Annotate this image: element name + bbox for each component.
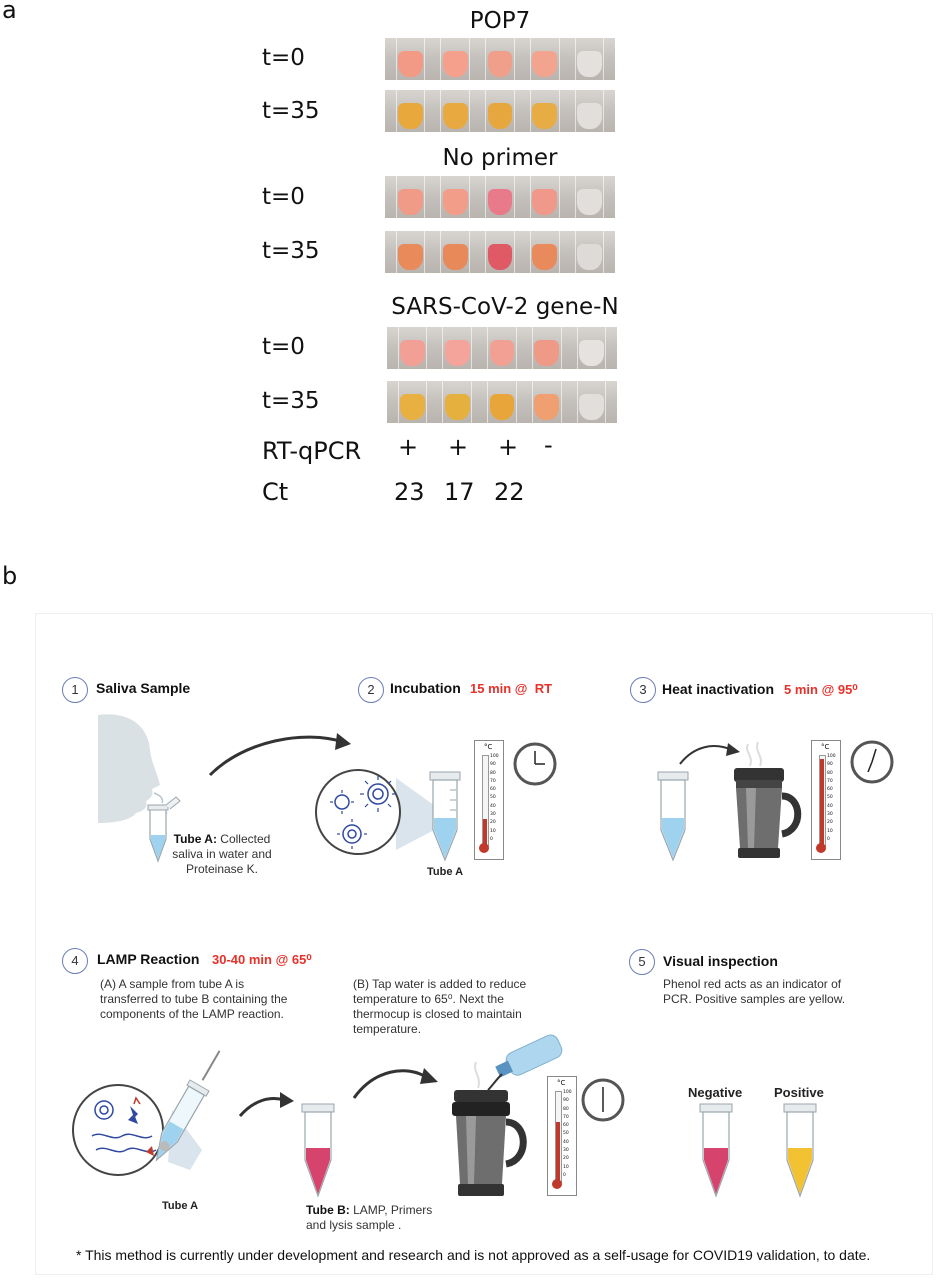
step-title-lamp-reaction: LAMP Reaction [97, 951, 200, 967]
step-title-heat-inactivation: Heat inactivation [662, 681, 775, 697]
thermometer-tick-label: 80 [490, 770, 496, 776]
thermometer-bulb [552, 1179, 562, 1189]
thermometer-heat [811, 740, 841, 860]
negative-tube-icon [698, 1100, 738, 1200]
thermometer-unit: °C [484, 743, 493, 751]
thermometer-incubation [474, 740, 504, 860]
rtqpcr-value: - [544, 431, 553, 459]
clock-icon [581, 1078, 625, 1122]
step-number-3: 3 [630, 677, 656, 703]
step-title-visual-inspection: Visual inspection [663, 953, 778, 969]
thermometer-tick-label: 70 [490, 778, 496, 784]
thermometer-tick-label: 0 [827, 836, 830, 842]
step-condition-incubation: 15 min @ RT [470, 681, 553, 696]
sample-tube [391, 231, 430, 273]
sample-tube [481, 38, 520, 80]
thermometer-scale [563, 1089, 575, 1181]
group-title-no-primer: No primer [442, 145, 558, 171]
sample-tube [527, 381, 566, 423]
step-number-4: 4 [62, 948, 88, 974]
tube-a-icon-incubation [428, 768, 468, 864]
sample-tube [391, 38, 430, 80]
thermometer-tick-label: 100 [490, 754, 499, 759]
sample-tube [572, 381, 611, 423]
ct-value: 17 [444, 478, 475, 506]
thermometer-tick-label: 50 [827, 795, 833, 801]
tube-strip-sars-t35 [387, 381, 617, 423]
sample-tube [525, 38, 564, 80]
tube-strip-noprimer-t0 [385, 176, 615, 218]
sample-tube [483, 381, 522, 423]
sample-tube [570, 38, 609, 80]
row-label-t0: t=0 [262, 45, 305, 71]
sample-tube [391, 176, 430, 218]
row-label-t35: t=35 [262, 98, 320, 124]
thermometer-tick-label: 50 [490, 795, 496, 801]
thermometer-tick-label: 90 [827, 762, 833, 768]
tube-strip-noprimer-t35 [385, 231, 615, 273]
thermometer-tick-label: 90 [563, 1098, 569, 1104]
row-label-t0: t=0 [262, 334, 305, 360]
negative-label: Negative [688, 1085, 743, 1100]
panel-a-label: a [2, 0, 17, 24]
thermometer-lamp [547, 1076, 577, 1196]
thermometer-tick-label: 80 [563, 1106, 569, 1112]
row-label-t0: t=0 [262, 184, 305, 210]
step-title-incubation: Incubation [390, 680, 461, 696]
thermometer-tick-label: 0 [490, 836, 493, 842]
step4-text-b: (B) Tap water is added to reduce temperature to 65⁰. Next the thermocup is closed to maintain temperature. [353, 977, 527, 1036]
step-number-2: 2 [358, 677, 384, 703]
thermometer-tick-label: 10 [563, 1164, 569, 1170]
rtqpcr-value: + [498, 433, 519, 461]
step-condition-heat: 5 min @ 95⁰ [784, 682, 858, 697]
thermometer-tick-label: 30 [563, 1148, 569, 1154]
thermocup-icon [726, 742, 806, 862]
tube-b-description: Tube B: LAMP, Primers and lysis sample . [306, 1203, 433, 1232]
arrow-tube-b-to-thermocup [350, 1064, 440, 1104]
thermometer-bulb [479, 843, 489, 853]
step5-description: Phenol red acts as an indicator of PCR. Positive samples are yellow. [663, 977, 846, 1006]
sample-tube [391, 90, 430, 132]
thermometer-tick-label: 10 [490, 828, 496, 834]
arrow-tube-a-to-tube-b [236, 1090, 296, 1120]
thermometer-tick-label: 100 [563, 1090, 572, 1095]
tube-strip-sars-t0 [387, 327, 617, 369]
thermometer-tick-label: 70 [827, 778, 833, 784]
step-condition-lamp: 30-40 min @ 65⁰ [212, 952, 312, 967]
sample-tube [438, 381, 477, 423]
step-title-saliva-sample: Saliva Sample [96, 680, 191, 696]
thermometer-tick-label: 90 [490, 762, 496, 768]
sample-tube [483, 327, 522, 369]
sample-tube [525, 176, 564, 218]
thermometer-unit: °C [821, 743, 830, 751]
lamp-magnifier-illustration [72, 1070, 262, 1210]
thermometer-tick-label: 20 [490, 820, 496, 826]
thermometer-tick-label: 60 [490, 787, 496, 793]
thermometer-tick-label: 30 [490, 812, 496, 818]
sample-tube [570, 231, 609, 273]
step-number-5: 5 [629, 949, 655, 975]
thermometer-tick-label: 60 [827, 787, 833, 793]
thermocup-closed-icon [446, 1060, 536, 1200]
sample-tube [438, 327, 477, 369]
sample-tube [436, 90, 475, 132]
clock-icon [513, 742, 557, 786]
tube-a-label: Tube A [427, 866, 464, 878]
sample-tube [525, 231, 564, 273]
sample-tube [436, 176, 475, 218]
tube-b-icon [300, 1100, 340, 1200]
rtqpcr-label: RT-qPCR [262, 437, 362, 465]
clock-icon [850, 740, 894, 784]
sample-tube [393, 327, 432, 369]
tube-strip-pop7-t0 [385, 38, 615, 80]
thermometer-mercury [556, 1122, 560, 1182]
thermometer-mercury [820, 759, 824, 847]
thermometer-tick-label: 100 [827, 754, 836, 759]
thermometer-tick-label: 60 [563, 1123, 569, 1129]
tube-heat-icon [656, 768, 696, 864]
ct-label: Ct [262, 478, 289, 506]
thermometer-tick-label: 10 [827, 828, 833, 834]
rtqpcr-value: + [448, 433, 469, 461]
thermometer-scale [827, 753, 839, 845]
sample-tube [481, 176, 520, 218]
thermometer-tick-label: 40 [490, 803, 496, 809]
sample-tube [481, 231, 520, 273]
tube-strip-pop7-t35 [385, 90, 615, 132]
sample-tube [572, 327, 611, 369]
sample-tube [570, 176, 609, 218]
group-title-pop7: POP7 [469, 8, 531, 34]
step4-text-a: (A) A sample from tube A is transferred to tube B containing the components of the LAMP reaction. [100, 977, 288, 1021]
positive-label: Positive [774, 1085, 824, 1100]
tube-a-label-lamp: Tube A [162, 1200, 199, 1212]
thermometer-tick-label: 70 [563, 1114, 569, 1120]
thermometer-scale [490, 753, 502, 845]
tube-a-description: Tube A: Collected saliva in water and Proteinase K. [172, 832, 272, 876]
sample-tube [393, 381, 432, 423]
row-label-t35: t=35 [262, 238, 320, 264]
thermometer-bulb [816, 843, 826, 853]
thermometer-unit: °C [557, 1079, 566, 1087]
thermometer-tick-label: 40 [563, 1139, 569, 1145]
panel-b-label: b [2, 562, 18, 590]
thermometer-tick-label: 20 [827, 820, 833, 826]
footnote: * This method is currently under development and research and is not approved as a self-usage for COVID19 validation, to date. [76, 1247, 871, 1263]
thermometer-tick-label: 80 [827, 770, 833, 776]
sample-tube [527, 327, 566, 369]
row-label-t35: t=35 [262, 388, 320, 414]
thermometer-tick-label: 20 [563, 1156, 569, 1162]
thermometer-tick-label: 30 [827, 812, 833, 818]
sample-tube [436, 231, 475, 273]
ct-value: 23 [394, 478, 425, 506]
sample-tube [481, 90, 520, 132]
rtqpcr-value: + [398, 433, 419, 461]
ct-value: 22 [494, 478, 525, 506]
sample-tube [436, 38, 475, 80]
sample-tube [570, 90, 609, 132]
sample-tube [525, 90, 564, 132]
thermometer-tick-label: 40 [827, 803, 833, 809]
thermometer-tick-label: 0 [563, 1172, 566, 1178]
thermometer-tick-label: 50 [563, 1131, 569, 1137]
positive-tube-icon [782, 1100, 822, 1200]
group-title-sars-cov-2: SARS-CoV-2 gene-N [391, 294, 619, 320]
step-number-1: 1 [62, 677, 88, 703]
